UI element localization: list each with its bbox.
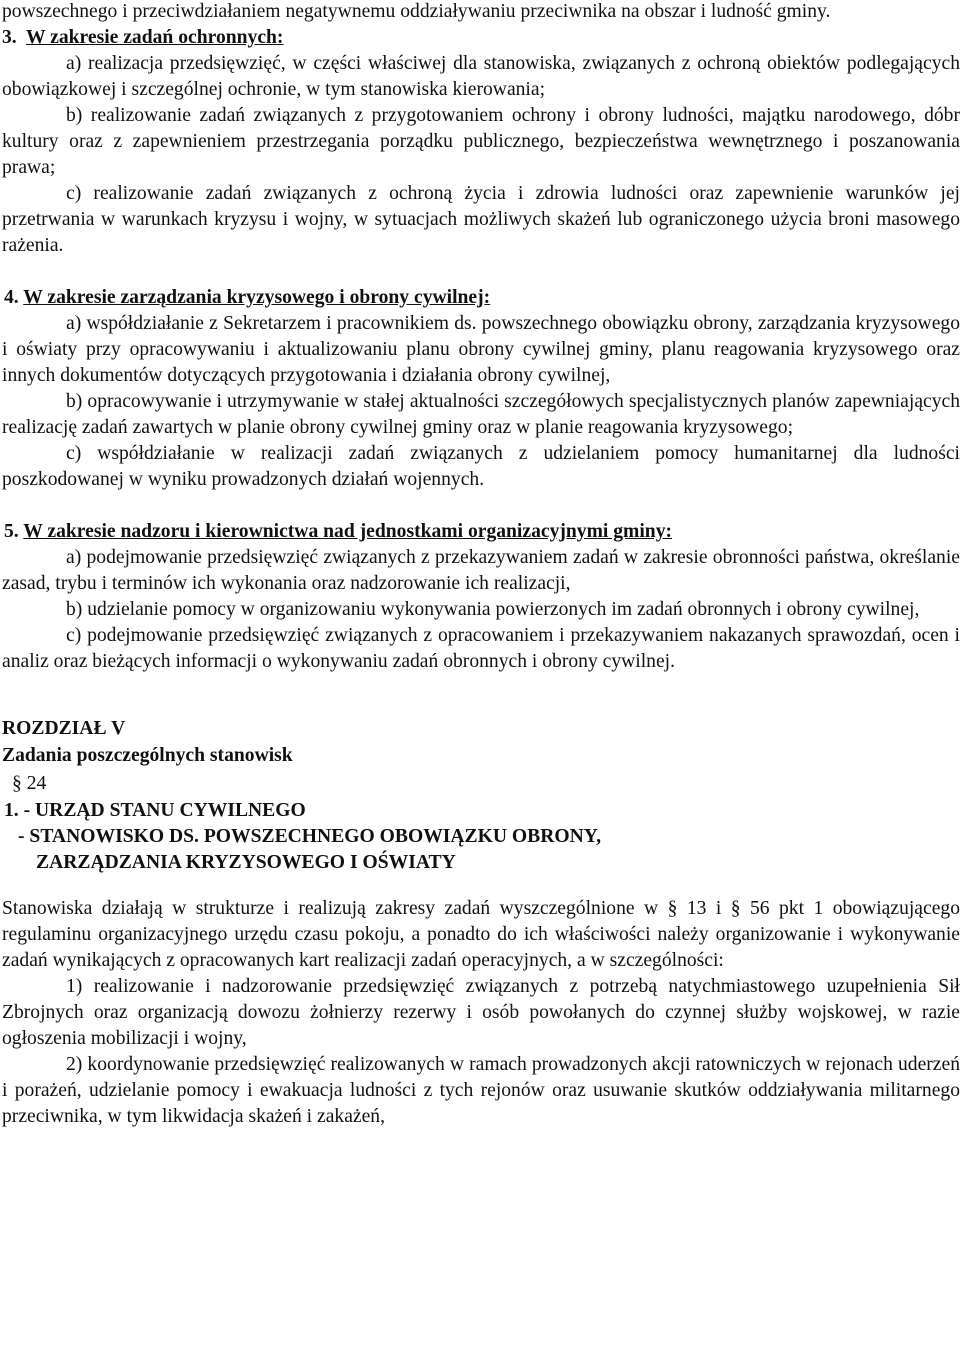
unit-line-3: ZARZĄDZANIA KRYZYSOWEGO I OŚWIATY [36, 852, 456, 873]
section-3-number: 3. [2, 27, 17, 48]
section-5-number: 5. [4, 521, 24, 542]
unit-line-1: 1. - URZĄD STANU CYWILNEGO [4, 800, 306, 821]
section-5-item-a: a) podejmowanie przedsięwzięć związanych z przekazywaniem zadań w zakresie obronności państwa, określanie zasad, trybu i terminów ich wykonania oraz nadzorowanie ich realizacji, [2, 547, 960, 594]
body-item-2: 2) koordynowanie przedsięwzięć realizowanych w ramach prowadzonych akcji ratowniczych w rejonach uderzeń i porażeń, udzielanie pomocy i ewakuacja ludności z tych rejonów oraz usuwanie skutków oddziaływania militarnego przeciwnika, w tym likwidacja skażeń i zakażeń, [2, 1054, 960, 1127]
body-intro: Stanowiska działają w strukturze i realizują zakresy zadań wyszczególnione w § 13 i § 56 pkt 1 obowiązującego regulaminu organizacyjnego urzędu czasu pokoju, a ponadto do ich właściwości należy organizowanie i wykonywanie zadań wynikających z opracowanych kart realizacji zadań operacyjnych, a w szczególności: [2, 898, 960, 971]
section-4-item-a: a) współdziałanie z Sekretarzem i pracownikiem ds. powszechnego obowiązku obrony, zarządzania kryzysowego i oświaty przy opracowywaniu i aktualizowaniu planu obrony cywilnej gminy, planu reagowania kryzysowego oraz innych dokumentów dotyczących przygotowania i działania obrony cywilnej, [2, 313, 960, 386]
section-5-title: W zakresie nadzoru i kierownictwa nad jednostkami organizacyjnymi gminy: [23, 521, 673, 542]
chapter-subtitle: Zadania poszczególnych stanowisk [2, 745, 293, 766]
section-4-item-b: b) opracowywanie i utrzymywanie w stałej aktualności szczegółowych specjalistycznych planów zapewniających realizację zadań zawartych w planie obrony cywilnej gminy oraz w planie reagowania kryzysowego; [2, 391, 960, 438]
spacer [2, 493, 960, 519]
spacer [2, 259, 960, 285]
section-4-number: 4. [4, 287, 24, 308]
section-5-item-b: b) udzielanie pomocy w organizowaniu wykonywania powierzonych im zadań obronnych i obrony cywilnej, [66, 599, 920, 620]
spacer [2, 876, 960, 896]
section-5-item-c: c) podejmowanie przedsięwzięć związanych z opracowaniem i przekazywaniem nakazanych sprawozdań, ocen i analiz oraz bieżących informacji o wykonywaniu zadań obronnych i obrony cywilnej. [2, 625, 960, 672]
section-4-title: W zakresie zarządzania kryzysowego i obrony cywilnej: [23, 287, 491, 308]
paragraph-mark: § 24 [12, 773, 47, 794]
section-3-item-a: a) realizacja przedsięwzięć, w części właściwej dla stanowiska, związanych z ochroną obiektów podlegających obowiązkowej i szczególnej ochronie, w tym stanowiska kierowania; [2, 53, 960, 100]
section-5-heading [2, 519, 960, 545]
body-item-1: 1) realizowanie i nadzorowanie przedsięwzięć związanych z potrzebą natychmiastowego uzupełnienia Sił Zbrojnych oraz organizacją dowozu żołnierzy rezerwy i osób powołanych do czynnej służby wojskowej, w razie ogłoszenia mobilizacji i wojny, [2, 976, 960, 1049]
section-4-heading [2, 285, 960, 311]
section-3-title: W zakresie zadań ochronnych: [26, 27, 284, 48]
intro-line: powszechnego i przeciwdziałaniem negatywnemu oddziaływaniu przeciwnika na obszar i ludność gminy. [2, 1, 831, 22]
section-3-heading [2, 25, 960, 51]
chapter-title: ROZDZIAŁ V [2, 718, 126, 739]
section-3-item-b: b) realizowanie zadań związanych z przygotowaniem ochrony i obrony ludności, majątku narodowego, dóbr kultury oraz z zapewnieniem przestrzegania porządku publicznego, bezpieczeństwa wewnętrznego i poszanowania prawa; [2, 105, 960, 178]
section-3-item-c: c) realizowanie zadań związanych z ochroną życia i zdrowia ludności oraz zapewnienie warunków jej przetrwania w warunkach kryzysu i wojny, w sytuacjach możliwych skażeń lub ograniczonego użycia broni masowego rażenia. [2, 183, 960, 256]
section-4-item-c: c) współdziałanie w realizacji zadań związanych z udzielaniem pomocy humanitarnej dla ludności poszkodowanej w wyniku prowadzonych działań wojennych. [2, 443, 960, 490]
unit-line-2: - STANOWISKO DS. POWSZECHNEGO OBOWIĄZKU OBRONY, [18, 826, 602, 847]
